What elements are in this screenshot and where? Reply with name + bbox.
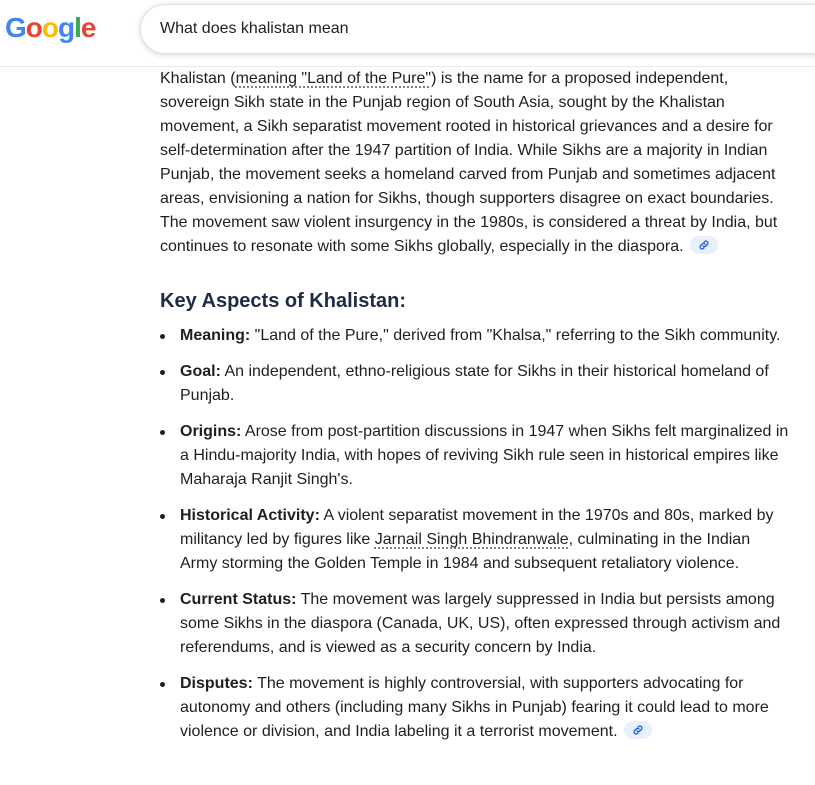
item-term: Origins: <box>180 423 242 440</box>
answer-intro <box>160 67 790 259</box>
item-text: The movement is highly controversial, with supporters advocating for autonomy and others (including many Sikhs in Punjab) fearing it could lead to more violence or division, and India labeling it a terrorist movement. <box>180 675 769 740</box>
ai-answer <box>160 67 790 756</box>
item-term: Disputes: <box>180 675 253 692</box>
intro-text: ) is the name for a proposed independent, sovereign Sikh state in the Punjab region of South Asia, sought by the Khalistan movement, a Sikh separatist movement rooted in historical grievances and a desire for self-determination after the 1947 partition of India. While Sikhs are a majority in Indian Punjab, the movement seeks a homeland carved from Punjab and sometimes adjacent areas, envisioning a nation for Sikhs, though supporters disagree on exact boundaries. The movement saw violent insurgency in the 1980s, is considered a threat by India, but continues to resonate with some Sikhs globally, especially in the diaspora. <box>160 70 778 255</box>
search-box[interactable] <box>140 4 815 54</box>
aspects-list <box>160 324 790 744</box>
list-item <box>160 672 790 744</box>
list-item <box>160 588 790 660</box>
logo-letter: e <box>80 12 96 43</box>
item-term: Historical Activity: <box>180 507 320 524</box>
item-term: Goal: <box>180 363 221 380</box>
source-link-button[interactable] <box>690 236 718 254</box>
item-text: An independent, ethno-religious state for Sikhs in their historical homeland of Punjab. <box>180 363 769 404</box>
bullet <box>160 598 165 603</box>
item-text: , culminating in the Indian Army storming the Golden Temple in 1984 and subsequent retaliatory violence. <box>180 531 751 572</box>
logo-letter: o <box>25 12 42 43</box>
link-icon <box>698 239 710 251</box>
link-icon <box>632 724 644 736</box>
bullet <box>160 370 165 375</box>
list-item <box>160 324 790 348</box>
bullet <box>160 430 165 435</box>
logo-letter: o <box>41 12 58 43</box>
item-text: Arose from post-partition discussions in 1947 when Sikhs felt marginalized in a Hindu-majority India, with hopes of reviving Sikh rule seen in historical empires like Maharaja Ranjit Singh's. <box>180 423 789 488</box>
logo-letter: l <box>74 12 81 43</box>
source-link-button[interactable] <box>624 721 652 739</box>
search-header <box>0 0 815 67</box>
logo-letter: g <box>58 12 75 43</box>
google-logo[interactable] <box>5 12 95 44</box>
list-item <box>160 360 790 408</box>
bullet <box>160 514 165 519</box>
intro-text: Khalistan ( <box>160 70 236 87</box>
item-text: The movement was largely suppressed in India but persists among some Sikhs in the diaspora (Canada, UK, US), often expressed through activism and referendums, and is viewed as a security concern by India. <box>180 591 781 656</box>
meaning-link[interactable]: meaning "Land of the Pure" <box>235 70 432 87</box>
search-input[interactable] <box>160 17 760 41</box>
bullet <box>160 334 165 339</box>
logo-letter: G <box>5 12 26 43</box>
item-term: Meaning: <box>180 327 251 344</box>
bhindranwale-link[interactable]: Jarnail Singh Bhindranwale <box>374 531 569 548</box>
list-item <box>160 420 790 492</box>
bullet <box>160 682 165 687</box>
item-text: "Land of the Pure," derived from "Khalsa," referring to the Sikh community. <box>250 327 781 344</box>
item-term: Current Status: <box>180 591 297 608</box>
list-item <box>160 504 790 576</box>
section-heading: Key Aspects of Khalistan: <box>160 290 406 312</box>
item-text: A violent separatist movement in the 1970s and 80s, marked by militancy led by figures like <box>180 507 774 548</box>
